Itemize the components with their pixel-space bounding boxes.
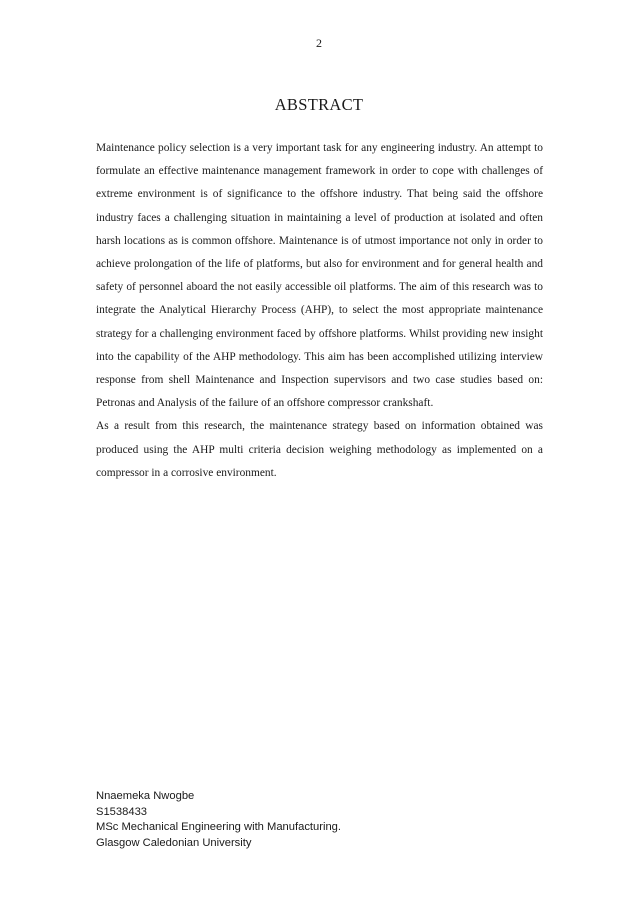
abstract-heading: ABSTRACT — [274, 95, 364, 114]
page-number: 2 — [316, 36, 322, 50]
abstract-paragraph-1: Maintenance policy selection is a very important task for any engineering industry. An attempt to formulate an effective maintenance management framework in order to cope with challenges of extreme environment is of significance to the offshore industry. That being said the offshore industry faces a challenging situation in maintaining a level of production at isolated and often harsh locations as is common offshore. Maintenance is of utmost importance not only in order to achieve prolongation of the life of platforms, but also for environment and for general health and safety of personnel aboard the not easily accessible oil platforms. The aim of this research was to integrate the Analytical Hierarchy Process (AHP), to select the most appropriate maintenance strategy for a challenging environment faced by offshore platforms. Whilst providing new insight into the capability of the AHP methodology. This aim has been accomplished utilizing interview response from shell Maintenance and Inspection supervisors and two case studies based on: Petronas and Analysis of the failure of an offshore compressor crankshaft. — [96, 142, 543, 410]
student-id: S1538433 — [96, 805, 148, 818]
abstract-paragraph-2: As a result from this research, the maintenance strategy based on information obtained was produced using the AHP multi criteria decision weighing methodology as implemented on a compressor in a corrosive environment. — [96, 420, 543, 479]
programme-name: MSc Mechanical Engineering with Manufacturing. — [96, 821, 342, 834]
university-name: Glasgow Caledonian University — [96, 836, 252, 849]
abstract-body — [96, 137, 543, 485]
author-name: Nnaemeka Nwogbe — [96, 790, 195, 802]
author-footer — [96, 789, 516, 851]
